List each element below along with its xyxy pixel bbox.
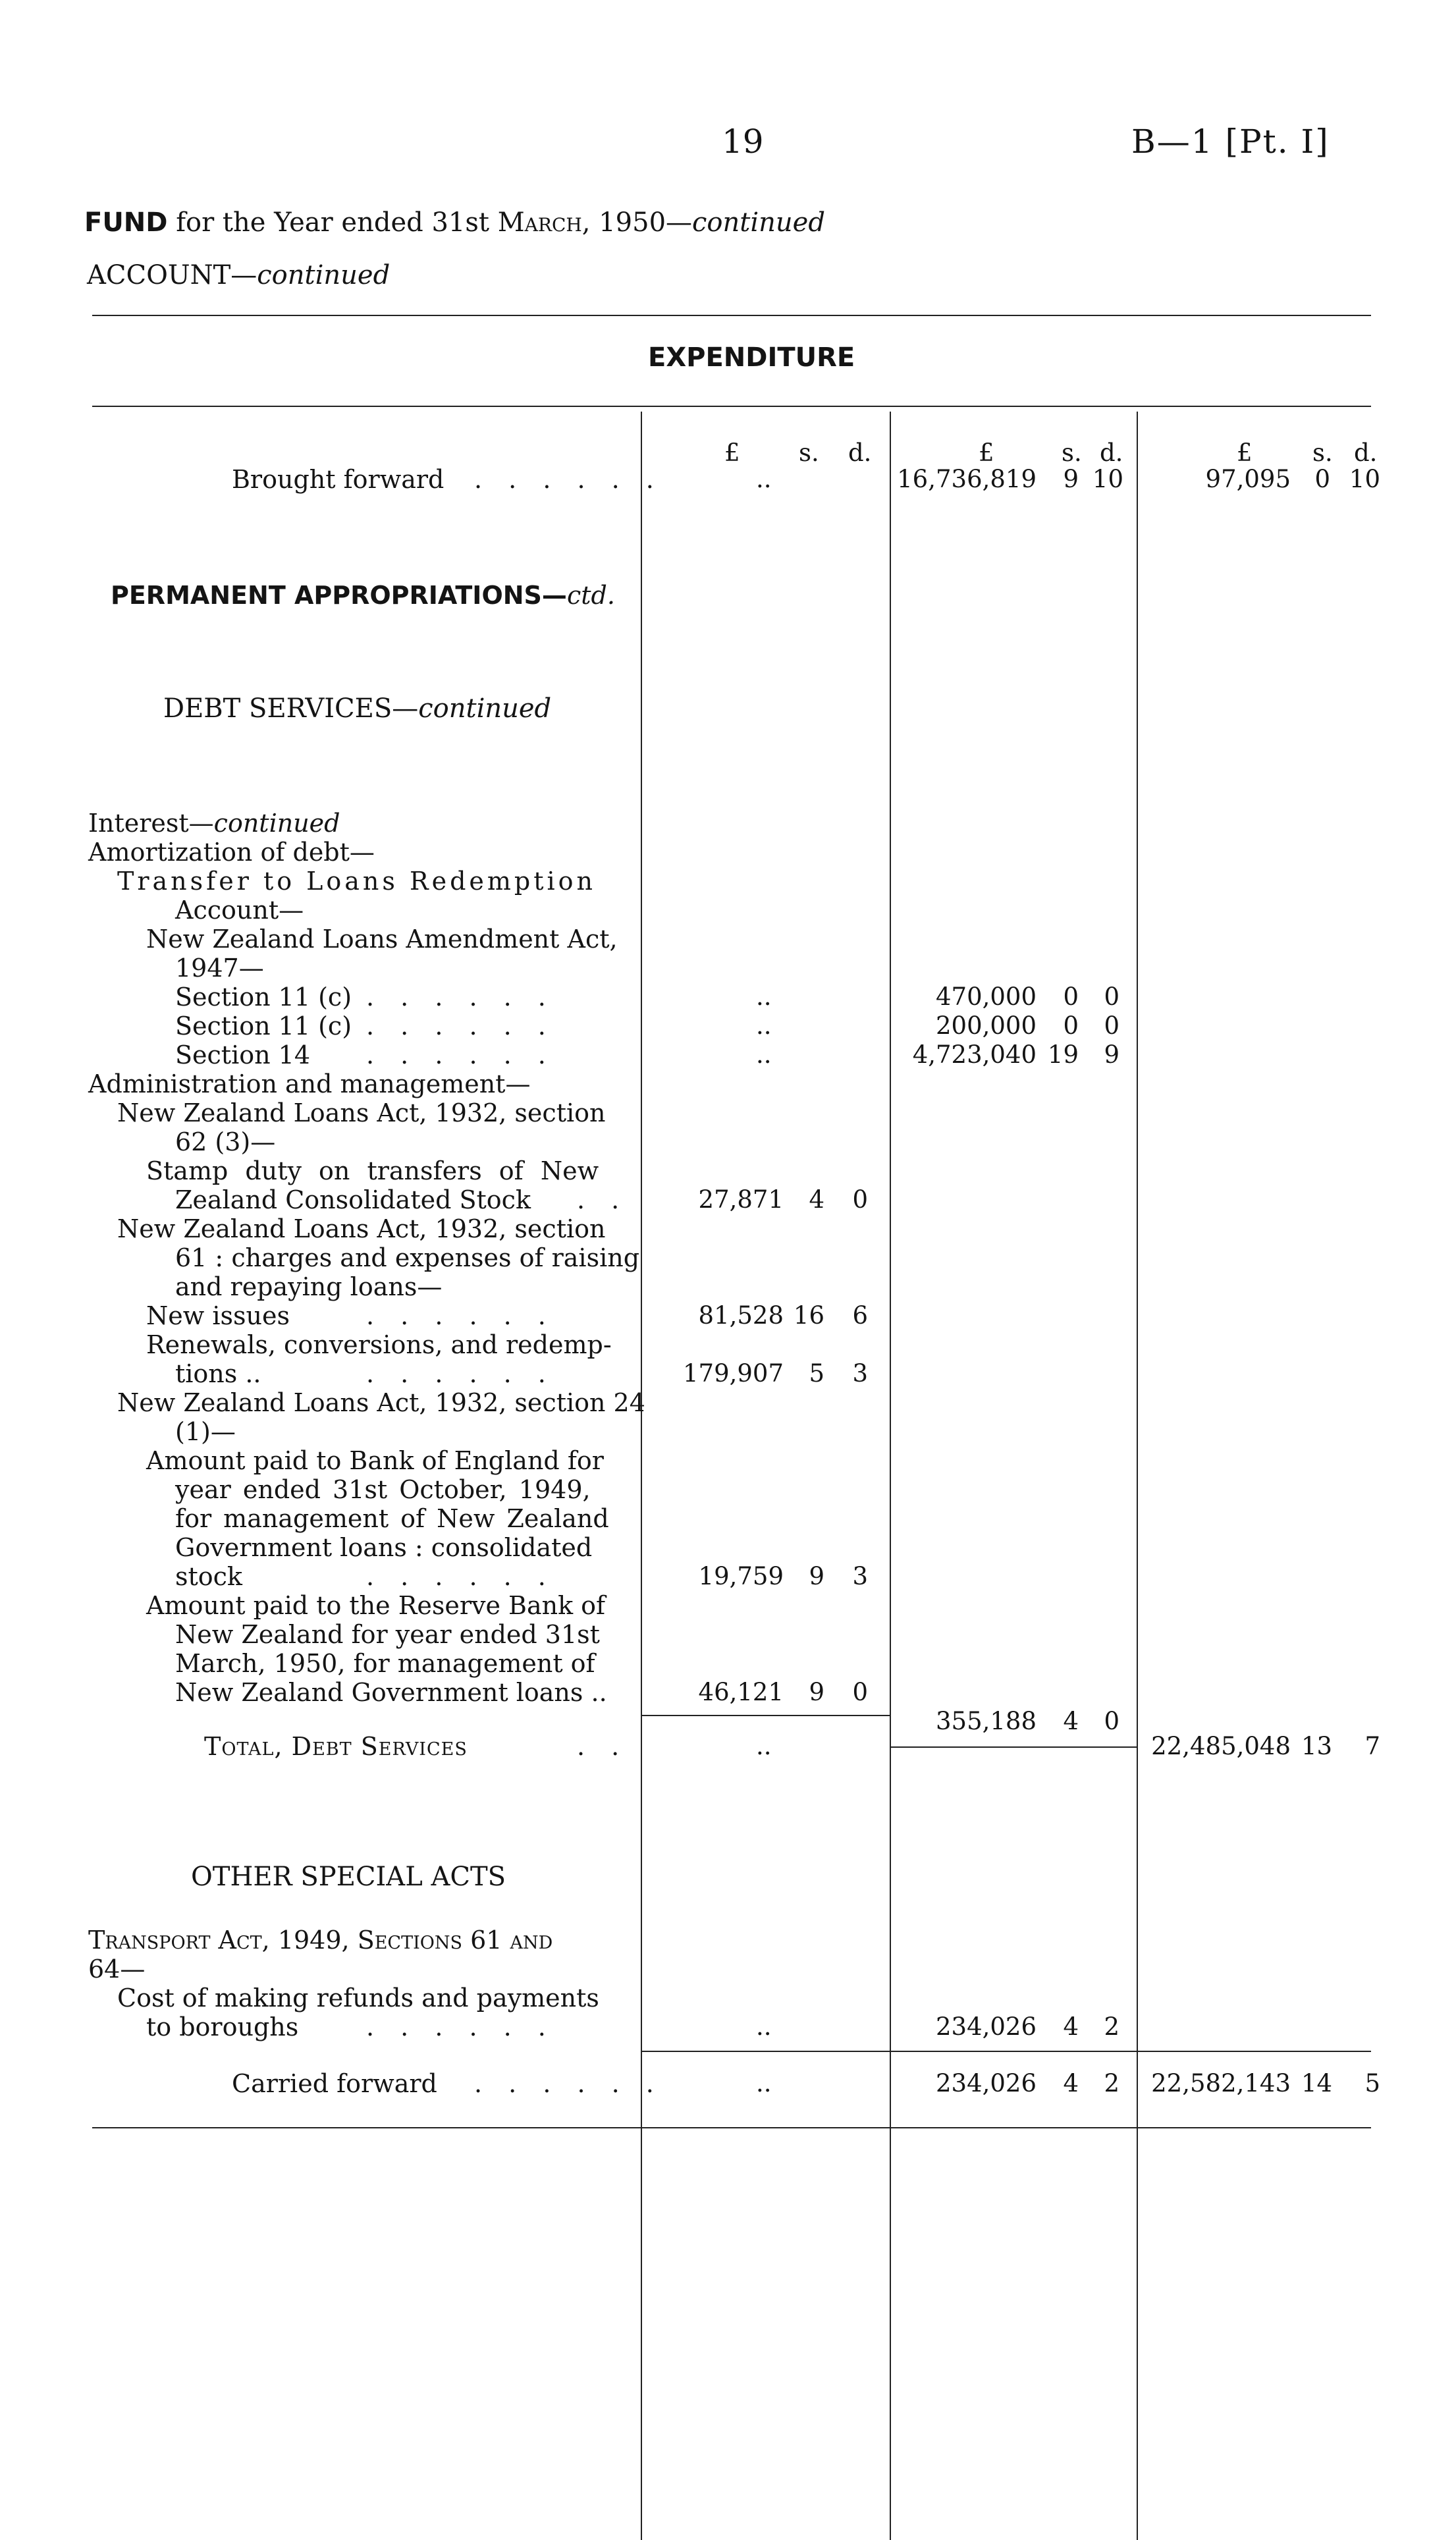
leader-s11c-a: . . . . . . xyxy=(366,983,555,1012)
amount-refunds-pence: 2 xyxy=(1104,2013,1119,2041)
line-boe-c: for management of New Zealand xyxy=(175,1504,609,1533)
amount-new-issues-pounds: 81,528 xyxy=(698,1301,784,1330)
line-administration: Administration and management— xyxy=(88,1069,531,1098)
amount-admin-total-pounds: 355,188 xyxy=(935,1707,1037,1735)
amount-boe-pence: 3 xyxy=(852,1562,868,1590)
amount-s11c-b-shillings: 0 xyxy=(1063,1012,1079,1040)
line-interest-continued: continued xyxy=(213,809,340,838)
rule-col2-total xyxy=(890,1746,1137,1748)
line-section-11c-a: Section 11 (c) xyxy=(175,983,352,1012)
line-boe-d: Government loans : consolidated xyxy=(175,1533,593,1562)
column-rule-2 xyxy=(890,412,891,2540)
rule-bottom xyxy=(92,2127,1371,2128)
line-section-14: Section 14 xyxy=(175,1040,311,1069)
amount-admin-total-pence: 0 xyxy=(1104,1707,1119,1735)
line-account: Account— xyxy=(175,896,304,925)
amount-renewals-pence: 3 xyxy=(852,1359,868,1388)
line-transport-act-name: Transport Act xyxy=(88,1926,262,1955)
amount-s11c-b-pounds: 200,000 xyxy=(935,1012,1037,1040)
amount-s14-shillings: 19 xyxy=(1047,1040,1079,1069)
carried-forward-col2-pence: 2 xyxy=(1104,2069,1119,2097)
leader-s14: . . . . . . xyxy=(366,1040,555,1069)
page-number: 19 xyxy=(722,122,764,161)
document-reference: B—1 [Pt. I] xyxy=(1131,122,1330,161)
line-boe-b: year ended 31st October, 1949, xyxy=(175,1475,591,1504)
amount-rb-pounds: 46,121 xyxy=(698,1678,784,1706)
brought-forward-col2-pence: 10 xyxy=(1092,465,1123,493)
col3-pound-head: £ xyxy=(1237,439,1253,467)
line-interest-text: Interest— xyxy=(88,809,214,838)
column-rule-1 xyxy=(641,412,642,2540)
amount-s11c-a-pence: 0 xyxy=(1104,983,1119,1011)
amount-renewals-pounds: 179,907 xyxy=(682,1359,784,1388)
header-line-2 xyxy=(87,261,390,290)
rule-header xyxy=(92,406,1371,407)
header-fund: FUND xyxy=(84,207,168,238)
amount-renewals-shillings: 5 xyxy=(809,1359,824,1388)
col1-pound-head: £ xyxy=(724,439,740,467)
amount-s11c-b-pence: 0 xyxy=(1104,1012,1119,1040)
amount-rb-pence: 0 xyxy=(852,1678,868,1706)
amount-refunds-shillings: 4 xyxy=(1063,2013,1079,2041)
line-stamp-a: Stamp duty on transfers of New xyxy=(146,1156,599,1185)
carried-forward-col1: .. xyxy=(756,2069,772,2097)
col2-pound-head: £ xyxy=(979,439,994,467)
line-stamp-b: Zealand Consolidated Stock xyxy=(175,1185,531,1214)
col1-d-head: d. xyxy=(848,439,872,467)
amount-rb-shillings: 9 xyxy=(809,1678,824,1706)
line-renewals-a: Renewals, conversions, and redemp- xyxy=(146,1330,612,1359)
line-refunds-b: to boroughs xyxy=(146,2013,299,2041)
line-refunds-a: Cost of making refunds and payments xyxy=(117,1984,599,2013)
heading-debt-services xyxy=(163,694,551,723)
rule-col1-total xyxy=(641,1715,890,1716)
amount-boe-pounds: 19,759 xyxy=(698,1562,784,1590)
line-nz-loans-amendment: New Zealand Loans Amendment Act, xyxy=(146,925,618,954)
heading-other-special-acts: OTHER SPECIAL ACTS xyxy=(191,1862,506,1892)
carried-forward-col2-pounds: 234,026 xyxy=(935,2069,1037,2097)
amount-stamp-shillings: 4 xyxy=(809,1185,824,1214)
col1-leader-refunds: .. xyxy=(756,2013,772,2041)
heading-debt-services-continued: continued xyxy=(418,693,552,724)
amount-new-issues-shillings: 16 xyxy=(793,1301,824,1330)
header-year-text: for the Year ended 31st xyxy=(167,207,498,238)
line-amortization: Amortization of debt— xyxy=(88,838,375,867)
line-renewals-b: tions .. xyxy=(175,1359,261,1388)
line-transport-and: and xyxy=(510,1926,553,1955)
section-title: EXPENDITURE xyxy=(648,342,855,373)
col2-d-head: d. xyxy=(1100,439,1123,467)
carried-forward-col2-shillings: 4 xyxy=(1063,2069,1079,2097)
leader-renewals: . . . . . . xyxy=(366,1359,555,1388)
line-rb-a: Amount paid to the Reserve Bank of xyxy=(146,1591,606,1620)
line-boe-e: stock xyxy=(175,1562,242,1591)
amount-stamp-pounds: 27,871 xyxy=(698,1185,784,1214)
line-nzl-24-a: New Zealand Loans Act, 1932, section 24 xyxy=(117,1388,645,1417)
line-section-11c-b: Section 11 (c) xyxy=(175,1012,352,1040)
line-transfer: Transfer to Loans Redemption xyxy=(117,867,597,896)
line-nzl-62-b: 62 (3)— xyxy=(175,1127,276,1156)
line-rb-c: March, 1950, for management of xyxy=(175,1649,595,1678)
amount-refunds-pounds: 234,026 xyxy=(935,2013,1037,2041)
line-interest xyxy=(88,809,340,838)
amount-total-debt-pounds: 22,485,048 xyxy=(1151,1732,1291,1760)
line-rb-d: New Zealand Government loans .. xyxy=(175,1678,607,1707)
amount-total-debt-pence: 7 xyxy=(1364,1732,1380,1760)
header-year: , 1950— xyxy=(581,207,693,238)
col1-leader-s14: .. xyxy=(756,1040,772,1069)
carried-forward-leader: . . . . . . xyxy=(474,2069,663,2098)
brought-forward-col2-shillings: 9 xyxy=(1063,465,1079,493)
carried-forward-label: Carried forward xyxy=(232,2069,437,2098)
heading-debt-services-text: DEBT SERVICES— xyxy=(163,693,419,724)
brought-forward-col3-shillings: 0 xyxy=(1314,465,1330,493)
line-new-issues: New issues xyxy=(146,1301,290,1330)
line-transport-64: 64— xyxy=(88,1955,146,1984)
amount-s11c-a-shillings: 0 xyxy=(1063,983,1079,1011)
line-nzl-62-a: New Zealand Loans Act, 1932, section xyxy=(117,1098,606,1127)
heading-permanent-appropriations xyxy=(111,581,615,610)
leader-refunds: . . . . . . xyxy=(366,2013,555,2041)
col1-leader-s11c-b: .. xyxy=(756,1012,772,1040)
brought-forward-col1: .. xyxy=(756,465,772,493)
brought-forward-col3-pence: 10 xyxy=(1349,465,1380,493)
column-rule-3 xyxy=(1137,412,1138,2540)
carried-forward-col3-pence: 5 xyxy=(1364,2069,1380,2097)
amount-new-issues-pence: 6 xyxy=(852,1301,868,1330)
leader-stamp: . . xyxy=(577,1185,629,1214)
amount-s11c-a-pounds: 470,000 xyxy=(935,983,1037,1011)
line-nzl-61-b: 61 : charges and expenses of raising xyxy=(175,1243,640,1272)
header-continued: continued xyxy=(692,207,825,238)
brought-forward-label: Brought forward xyxy=(232,465,445,494)
line-total-debt-services: Total, Debt Services xyxy=(204,1732,468,1761)
amount-admin-total-shillings: 4 xyxy=(1063,1707,1079,1735)
line-rb-b: New Zealand for year ended 31st xyxy=(175,1620,600,1649)
line-nzl-61-c: and repaying loans— xyxy=(175,1272,443,1301)
leader-total: . . xyxy=(577,1732,629,1761)
brought-forward-col2-pounds: 16,736,819 xyxy=(897,465,1037,493)
line-nzl-61-a: New Zealand Loans Act, 1932, section xyxy=(117,1214,606,1243)
leader-s11c-b: . . . . . . xyxy=(366,1012,555,1040)
carried-forward-col3-shillings: 14 xyxy=(1301,2069,1333,2097)
line-nzl-24-b: (1)— xyxy=(175,1417,236,1446)
brought-forward-leader: . . . . . . xyxy=(474,465,663,494)
line-transport-number: 61 xyxy=(462,1926,510,1955)
col1-s-head: s. xyxy=(799,439,819,467)
line-transport-sections: Sections xyxy=(357,1926,463,1955)
leader-new-issues: . . . . . . xyxy=(366,1301,555,1330)
line-1947: 1947— xyxy=(175,954,264,983)
amount-total-debt-shillings: 13 xyxy=(1301,1732,1333,1760)
amount-boe-shillings: 9 xyxy=(809,1562,824,1590)
amount-s14-pence: 9 xyxy=(1104,1040,1119,1069)
line-transport-year: , 1949, xyxy=(261,1926,358,1955)
amount-s14-pounds: 4,723,040 xyxy=(912,1040,1037,1069)
rule-carried-forward xyxy=(641,2051,1371,2052)
brought-forward-col3-pounds: 97,095 xyxy=(1205,465,1291,493)
carried-forward-col3-pounds: 22,582,143 xyxy=(1151,2069,1291,2097)
col3-s-head: s. xyxy=(1312,439,1333,467)
col3-d-head: d. xyxy=(1354,439,1378,467)
line-boe-a: Amount paid to Bank of England for xyxy=(146,1446,604,1475)
col1-leader-total: .. xyxy=(756,1732,772,1760)
header-account-continued: continued xyxy=(257,260,391,290)
col1-leader-s11c-a: .. xyxy=(756,983,772,1011)
amount-stamp-pence: 0 xyxy=(852,1185,868,1214)
header-line-1 xyxy=(84,208,825,237)
leader-boe: . . . . . . xyxy=(366,1562,555,1591)
heading-permanent-text: PERMANENT APPROPRIATIONS— xyxy=(111,581,567,610)
col2-s-head: s. xyxy=(1062,439,1082,467)
heading-permanent-ctd: ctd. xyxy=(566,581,615,610)
header-month: March xyxy=(497,207,582,238)
rule-top xyxy=(92,315,1371,316)
header-account: ACCOUNT— xyxy=(87,260,257,290)
line-transport-act xyxy=(88,1926,553,1955)
